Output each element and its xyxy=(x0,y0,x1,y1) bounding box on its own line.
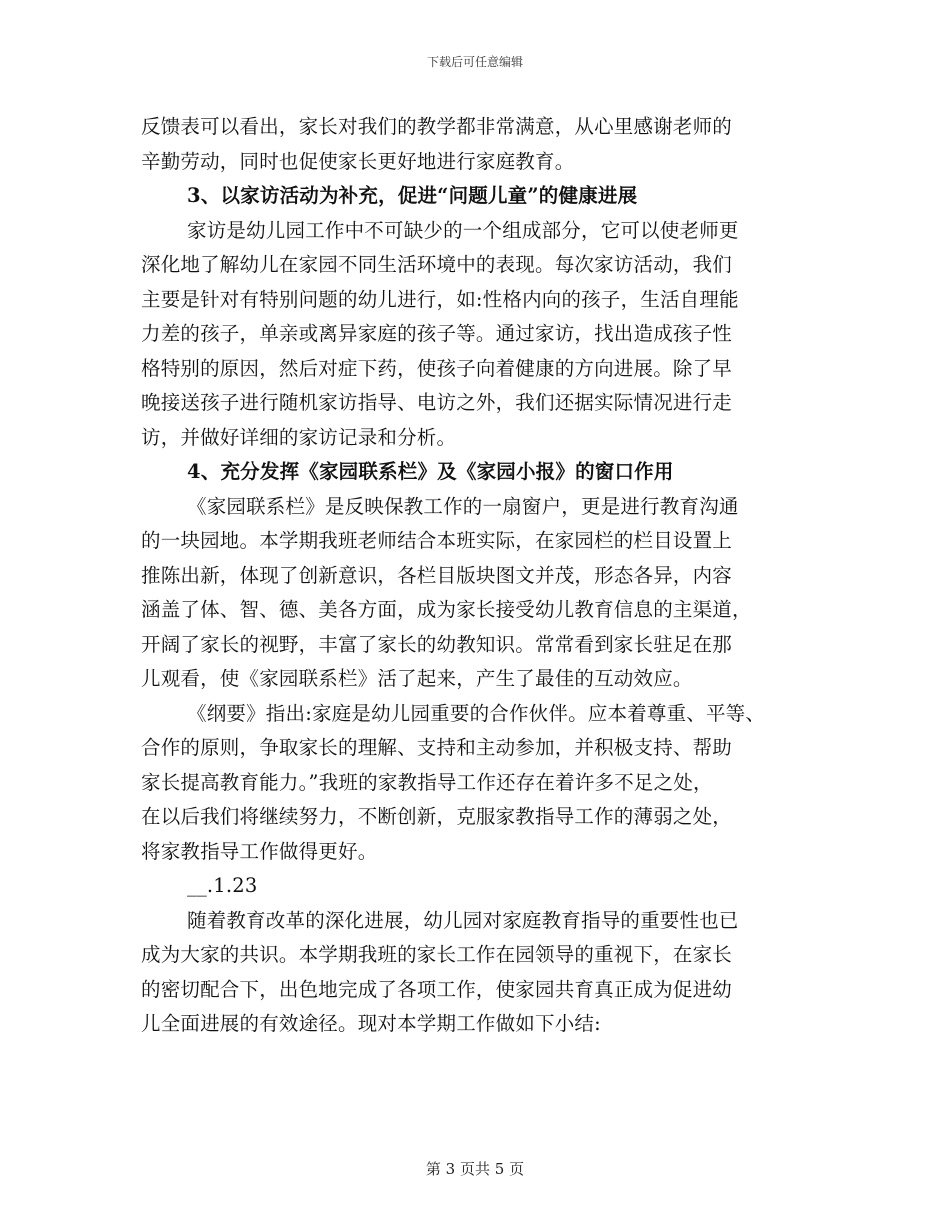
paragraph-line: 合作的原则，争取家长的理解、支持和主动参加，并积极支持、帮助 xyxy=(141,736,733,759)
paragraph-line: 儿观看，使《家园联系栏》活了起来，产生了最佳的互动效应。 xyxy=(141,667,693,690)
paragraph-line: 儿全面进展的有效途径。现对本学期工作做如下小结: xyxy=(141,1012,601,1035)
paragraph-line: 家长提高教育能力。”我班的家教指导工作还存在着许多不足之处， xyxy=(141,770,713,794)
page-footer: 第 3 页共 5 页 xyxy=(425,1160,525,1178)
paragraph-line: 访，并做好详细的家访记录和分析。 xyxy=(141,425,457,449)
paragraph-line: 《纲要》指出:家庭是幼儿园重要的合作伙伴。应本着尊重、平等、 xyxy=(187,701,766,725)
paragraph-line: 反馈表可以看出，家长对我们的教学都非常满意，从心里感谢老师的 xyxy=(141,115,733,138)
paragraph-line: 的一块园地。本学期我班老师结合本班实际，在家园栏的栏目设置上 xyxy=(141,529,733,552)
paragraph-line: 随着教育改革的深化进展，幼儿园对家庭教育指导的重要性也已 xyxy=(187,908,739,932)
paragraph-line: 的密切配合下，出色地完成了各项工作，使家园共育真正成为促进幼 xyxy=(141,977,733,1001)
paragraph-line: 主要是针对有特别问题的幼儿进行，如:性格内向的孩子，生活自理能 xyxy=(141,287,739,311)
paragraph-line: 深化地了解幼儿在家园不同生活环境中的表现。每次家访活动，我们 xyxy=(141,253,733,276)
page-header: 下载后可任意编辑 xyxy=(426,55,523,69)
paragraph-line: 格特别的原因，然后对症下药，使孩子向着健康的方向进展。除了早 xyxy=(141,356,733,380)
paragraph-line: 力差的孩子，单亲或离异家庭的孩子等。通过家访，找出造成孩子性 xyxy=(141,322,733,345)
paragraph-line: 成为大家的共识。本学期我班的家长工作在园领导的重视下，在家长 xyxy=(141,943,733,966)
paragraph-line: 在以后我们将继续努力，不断创新，克服家教指导工作的薄弱之处， xyxy=(141,805,733,828)
section-heading: 4、充分发挥《家园联系栏》及《家园小报》的窗口作用 xyxy=(187,460,674,483)
date-line: __.1.23 xyxy=(187,874,258,897)
paragraph-line: 推陈出新，体现了创新意识，各栏目版块图文并茂，形态各异，内容 xyxy=(141,563,733,587)
section-heading: 3、以家访活动为补充，促进“问题儿童”的健康进展 xyxy=(187,184,638,207)
paragraph-line: 辛勤劳动，同时也促使家长更好地进行家庭教育。 xyxy=(141,149,575,173)
paragraph-line: 晚接送孩子进行随机家访指导、电访之外，我们还据实际情况进行走 xyxy=(141,391,733,414)
document-body xyxy=(141,110,841,1042)
paragraph-line: 将家教指导工作做得更好。 xyxy=(141,839,378,863)
paragraph-line: 《家园联系栏》是反映保教工作的一扇窗户，更是进行教育沟通 xyxy=(187,494,739,518)
paragraph-line: 涵盖了体、智、德、美各方面，成为家长接受幼儿教育信息的主渠道， xyxy=(141,598,752,621)
paragraph-line: 开阔了家长的视野，丰富了家长的幼教知识。常常看到家长驻足在那 xyxy=(141,632,733,656)
paragraph-line: 家访是幼儿园工作中不可缺少的一个组成部分，它可以使老师更 xyxy=(187,218,739,242)
